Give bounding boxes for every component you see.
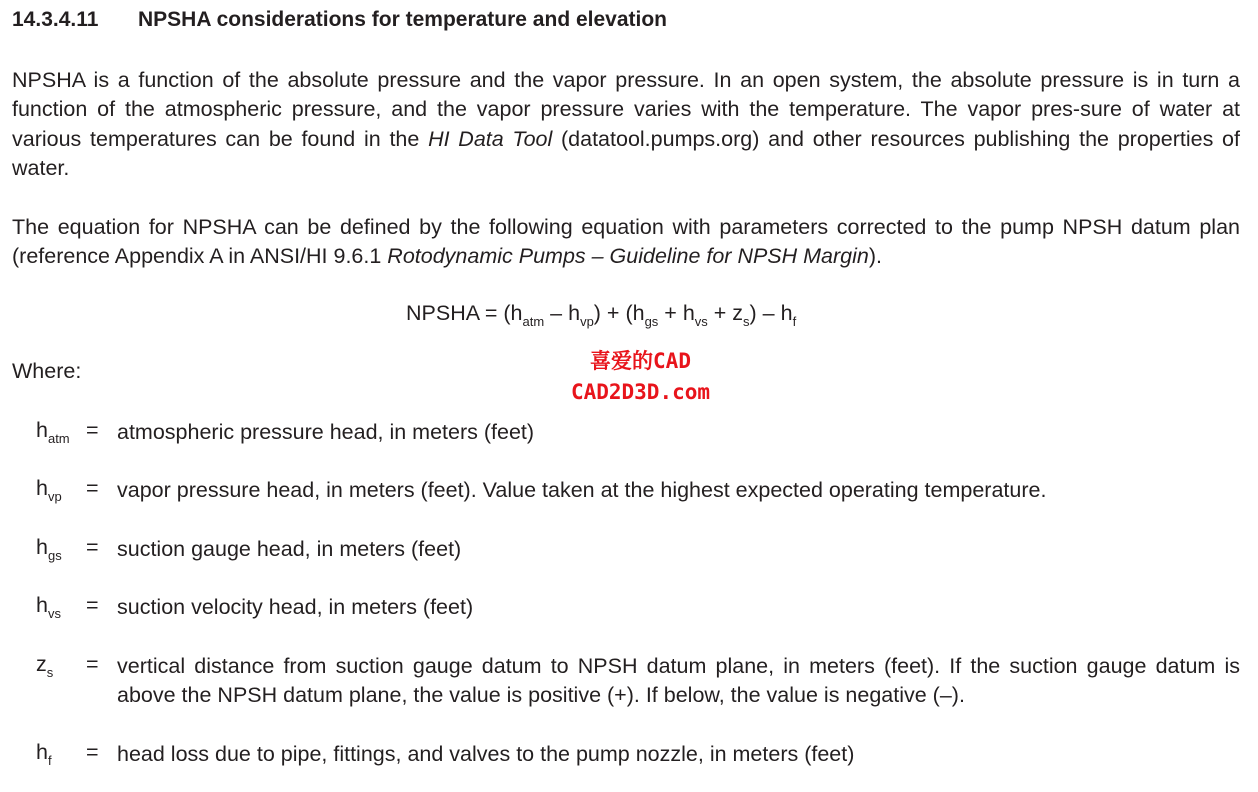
symbol-subscript: vp <box>47 489 62 504</box>
paragraph-equation-intro <box>12 213 1240 272</box>
definition-symbol <box>36 476 62 504</box>
paragraph-text: The equation for NPSHA can be defined by the following equation with parameters corrected to the pump NPSH datum plan (reference Appendix A in ANSI/HI 9.6.1 <box>12 215 1240 269</box>
equation-text: ) + (h <box>593 301 645 325</box>
symbol-subscript: atm <box>47 431 70 446</box>
npsha-equation <box>406 301 797 329</box>
equals-sign: = <box>86 476 99 500</box>
definition-description: suction velocity head, in meters (feet) <box>117 595 474 619</box>
equals-sign: = <box>86 418 99 442</box>
definition-symbol <box>36 418 70 446</box>
equation-text: NPSHA = (h <box>406 301 523 325</box>
hi-data-tool-reference: HI Data Tool <box>428 126 553 151</box>
definition-symbol <box>36 535 62 563</box>
definition-description: vertical distance from suction gauge datum to NPSH datum plane, in meters (feet). If the suction gauge datum is above the NPSH datum plane, the value is positive (+). If below, the value is negative (–). <box>117 654 1240 708</box>
paragraph-text: NPSHA is a function of the absolute pressure and the vapor pressure. In an open system, the absolute pressure is in turn a function of the atmospheric pressure, and the vapor pressure varies with the temperature. The vapor pres-sure of water at various temperatures can be found in the <box>12 68 1240 151</box>
symbol-base: h <box>36 593 48 617</box>
equals-sign: = <box>86 740 99 764</box>
watermark-line-2: CAD2D3D.com <box>570 380 711 404</box>
definition-description: atmospheric pressure head, in meters (feet) <box>117 420 535 444</box>
where-label: Where: <box>12 359 82 383</box>
equals-sign: = <box>86 535 99 559</box>
definition-description: vapor pressure head, in meters (feet). Value taken at the highest expected operating temperature. <box>117 478 1047 502</box>
section-title: NPSHA considerations for temperature and elevation <box>138 8 668 31</box>
equation-text: – h <box>544 301 581 325</box>
equation-subscript: vs <box>694 314 708 329</box>
equation-subscript: atm <box>522 314 545 329</box>
definition-symbol <box>36 652 54 680</box>
symbol-subscript: vs <box>47 606 61 621</box>
symbol-base: h <box>36 476 48 500</box>
equation-subscript: f <box>792 314 797 329</box>
paragraph-text: ). <box>868 244 883 269</box>
symbol-base: z <box>36 652 47 676</box>
section-heading <box>12 8 667 32</box>
standard-title-reference: Rotodynamic Pumps – Guideline for NPSH Margin <box>387 244 869 269</box>
paragraph-text: (datatool.pumps.org) and other resources publishing the properties of water. <box>12 126 1240 180</box>
equation-subscript: s <box>743 314 750 329</box>
equals-sign: = <box>86 652 99 676</box>
symbol-subscript: f <box>47 753 52 768</box>
equation-subscript: gs <box>644 314 659 329</box>
equation-text: ) – h <box>749 301 793 325</box>
paragraph-npsha-function <box>12 66 1240 183</box>
watermark-line-1: 喜爱的CAD <box>590 349 691 373</box>
definition-symbol <box>36 593 61 621</box>
equation-subscript: vp <box>580 314 594 329</box>
symbol-subscript: gs <box>47 548 62 563</box>
definition-description: suction gauge head, in meters (feet) <box>117 537 462 561</box>
symbol-base: h <box>36 535 48 559</box>
definition-symbol <box>36 740 52 768</box>
symbol-base: h <box>36 418 48 442</box>
symbol-base: h <box>36 740 48 764</box>
symbol-subscript: s <box>46 665 54 680</box>
equation-text: + z <box>707 301 744 325</box>
watermark <box>548 346 733 408</box>
equation-text: + h <box>658 301 695 325</box>
definition-description: head loss due to pipe, fittings, and valves to the pump nozzle, in meters (feet) <box>117 742 855 766</box>
equals-sign: = <box>86 593 99 617</box>
section-number: 14.3.4.11 <box>12 8 99 31</box>
